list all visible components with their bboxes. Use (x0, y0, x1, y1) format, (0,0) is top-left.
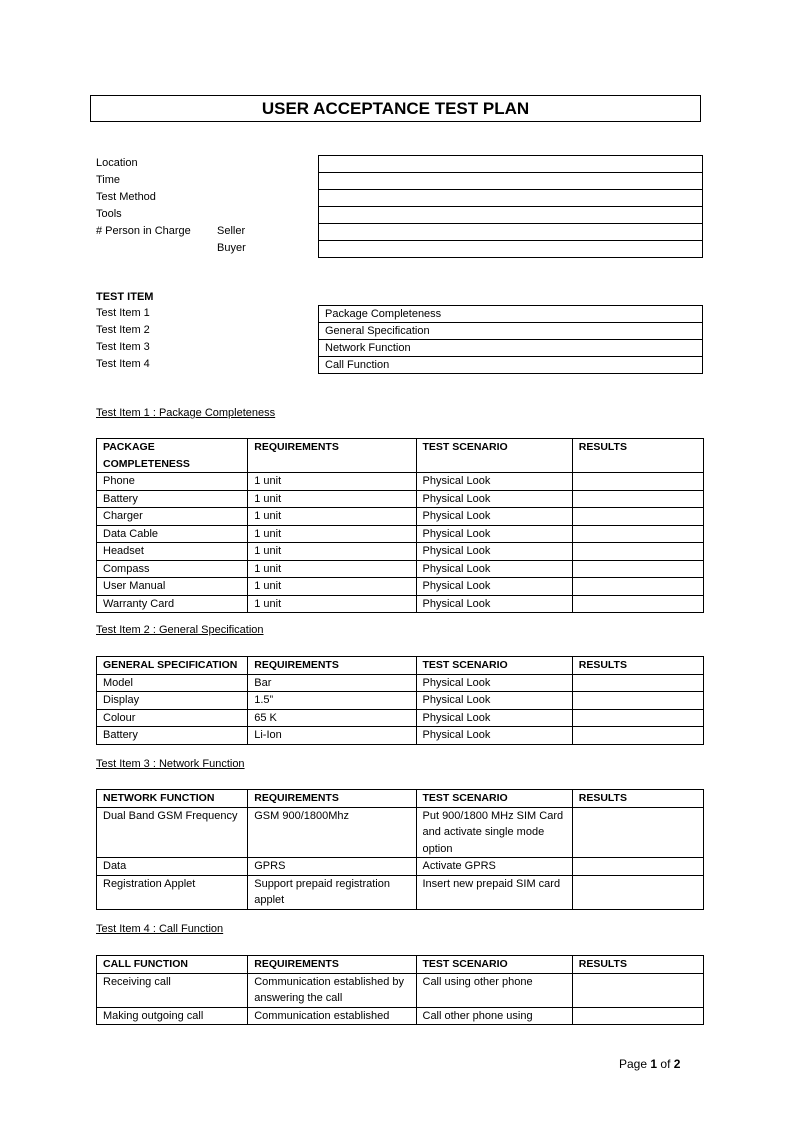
call-function-table (96, 955, 704, 1025)
section-title-general-specification: Test Item 2 : General Specification (96, 624, 264, 636)
table-cell: 1 unit (248, 490, 416, 508)
label-time: Time (96, 174, 121, 186)
table-row (97, 560, 704, 578)
column-header: REQUIREMENTS (248, 657, 416, 675)
seller-field[interactable] (318, 223, 703, 240)
column-header: PACKAGE COMPLETENESS (97, 439, 248, 473)
table-cell: Physical Look (416, 595, 572, 613)
column-header: NETWORK FUNCTION (97, 790, 248, 808)
table-cell: Phone (97, 473, 248, 491)
table-cell: Receiving call (97, 973, 248, 1007)
table-row (97, 807, 704, 858)
table-cell: Li-Ion (248, 727, 416, 745)
test-method-field[interactable] (318, 189, 703, 206)
table-cell: Physical Look (416, 508, 572, 526)
table-row (97, 1007, 704, 1025)
column-header: RESULTS (572, 956, 703, 974)
info-fields (318, 155, 703, 258)
label-seller: Seller (217, 225, 246, 237)
results-cell[interactable] (572, 508, 703, 526)
table-cell: Bar (248, 674, 416, 692)
results-cell[interactable] (572, 543, 703, 561)
results-cell[interactable] (572, 709, 703, 727)
table-cell: Warranty Card (97, 595, 248, 613)
table-cell: 1 unit (248, 578, 416, 596)
table-cell: Communication established (248, 1007, 416, 1025)
table-cell: Battery (97, 727, 248, 745)
test-item-label: Test Item 3 (96, 341, 150, 353)
column-header: TEST SCENARIO (416, 956, 572, 974)
table-row (97, 727, 704, 745)
table-cell: Physical Look (416, 709, 572, 727)
column-header: RESULTS (572, 439, 703, 473)
results-cell[interactable] (572, 875, 703, 909)
section-title-package-completeness: Test Item 1 : Package Completeness (96, 407, 276, 419)
table-header-row (97, 439, 704, 473)
results-cell[interactable] (572, 858, 703, 876)
page-indicator (619, 1057, 680, 1071)
column-header: CALL FUNCTION (97, 956, 248, 974)
table-row (97, 473, 704, 491)
label-person-in-charge: # Person in Charge (96, 225, 191, 237)
column-header: GENERAL SPECIFICATION (97, 657, 248, 675)
general-specification-table (96, 656, 704, 745)
test-item-value: Network Function (318, 339, 703, 356)
table-cell: Physical Look (416, 543, 572, 561)
table-row (97, 595, 704, 613)
table-cell: Insert new prepaid SIM card (416, 875, 572, 909)
table-row (97, 525, 704, 543)
table-cell: Physical Look (416, 560, 572, 578)
network-function-table (96, 789, 704, 910)
results-cell[interactable] (572, 525, 703, 543)
column-header: TEST SCENARIO (416, 439, 572, 473)
results-cell[interactable] (572, 807, 703, 858)
column-header: REQUIREMENTS (248, 439, 416, 473)
table-cell: Registration Applet (97, 875, 248, 909)
total-pages: 2 (673, 1057, 681, 1071)
table-cell: Physical Look (416, 490, 572, 508)
table-cell: Put 900/1800 MHz SIM Card and activate single mode option (416, 807, 572, 858)
test-item-heading: TEST ITEM (96, 291, 154, 303)
buyer-field[interactable] (318, 240, 703, 258)
table-cell: Support prepaid registration applet (248, 875, 416, 909)
table-row (97, 490, 704, 508)
table-cell: 1 unit (248, 525, 416, 543)
of-word: of (660, 1057, 671, 1071)
results-cell[interactable] (572, 473, 703, 491)
location-field[interactable] (318, 155, 703, 172)
table-row (97, 578, 704, 596)
test-item-label: Test Item 4 (96, 358, 150, 370)
current-page: 1 (650, 1057, 658, 1071)
label-tools: Tools (96, 208, 122, 220)
table-cell: Physical Look (416, 692, 572, 710)
table-cell: Call other phone using (416, 1007, 572, 1025)
column-header: REQUIREMENTS (248, 790, 416, 808)
document-title: USER ACCEPTANCE TEST PLAN (90, 95, 701, 122)
table-cell: 1 unit (248, 560, 416, 578)
column-header: TEST SCENARIO (416, 657, 572, 675)
results-cell[interactable] (572, 674, 703, 692)
table-cell: 65 K (248, 709, 416, 727)
table-cell: 1 unit (248, 543, 416, 561)
tools-field[interactable] (318, 206, 703, 223)
section-title-network-function: Test Item 3 : Network Function (96, 758, 245, 770)
table-cell: Making outgoing call (97, 1007, 248, 1025)
table-cell: Physical Look (416, 473, 572, 491)
results-cell[interactable] (572, 578, 703, 596)
section-title-call-function: Test Item 4 : Call Function (96, 923, 224, 935)
page-word: Page (619, 1057, 648, 1071)
label-buyer: Buyer (217, 242, 246, 254)
table-cell: Physical Look (416, 578, 572, 596)
test-item-value: Call Function (318, 356, 703, 374)
label-test-method: Test Method (96, 191, 156, 203)
table-cell: Display (97, 692, 248, 710)
results-cell[interactable] (572, 560, 703, 578)
column-header: RESULTS (572, 790, 703, 808)
results-cell[interactable] (572, 595, 703, 613)
table-row (97, 692, 704, 710)
results-cell[interactable] (572, 490, 703, 508)
table-row (97, 508, 704, 526)
column-header: REQUIREMENTS (248, 956, 416, 974)
table-cell: Communication established by answering the call (248, 973, 416, 1007)
table-cell: Data (97, 858, 248, 876)
test-item-value: Package Completeness (318, 305, 703, 322)
test-item-label: Test Item 2 (96, 324, 150, 336)
table-cell: Call using other phone (416, 973, 572, 1007)
table-cell: Dual Band GSM Frequency (97, 807, 248, 858)
table-cell: Physical Look (416, 674, 572, 692)
table-header-row (97, 657, 704, 675)
table-cell: 1 unit (248, 508, 416, 526)
table-cell: Compass (97, 560, 248, 578)
table-cell: User Manual (97, 578, 248, 596)
table-cell: GSM 900/1800Mhz (248, 807, 416, 858)
results-cell[interactable] (572, 1007, 703, 1025)
test-item-value: General Specification (318, 322, 703, 339)
table-row (97, 674, 704, 692)
table-cell: 1 unit (248, 595, 416, 613)
table-cell: Headset (97, 543, 248, 561)
label-location: Location (96, 157, 138, 169)
table-cell: 1 unit (248, 473, 416, 491)
test-item-label: Test Item 1 (96, 307, 150, 319)
table-row (97, 543, 704, 561)
table-cell: Physical Look (416, 727, 572, 745)
table-cell: Data Cable (97, 525, 248, 543)
results-cell[interactable] (572, 727, 703, 745)
table-cell: Activate GPRS (416, 858, 572, 876)
results-cell[interactable] (572, 973, 703, 1007)
column-header: RESULTS (572, 657, 703, 675)
table-cell: Battery (97, 490, 248, 508)
table-row (97, 858, 704, 876)
table-cell: 1.5” (248, 692, 416, 710)
table-cell: Colour (97, 709, 248, 727)
table-cell: Model (97, 674, 248, 692)
table-row (97, 709, 704, 727)
table-cell: Physical Look (416, 525, 572, 543)
test-item-values (318, 305, 703, 374)
table-row (97, 973, 704, 1007)
table-header-row (97, 790, 704, 808)
results-cell[interactable] (572, 692, 703, 710)
table-cell: GPRS (248, 858, 416, 876)
time-field[interactable] (318, 172, 703, 189)
package-completeness-table (96, 438, 704, 613)
table-header-row (97, 956, 704, 974)
table-row (97, 875, 704, 909)
column-header: TEST SCENARIO (416, 790, 572, 808)
table-cell: Charger (97, 508, 248, 526)
